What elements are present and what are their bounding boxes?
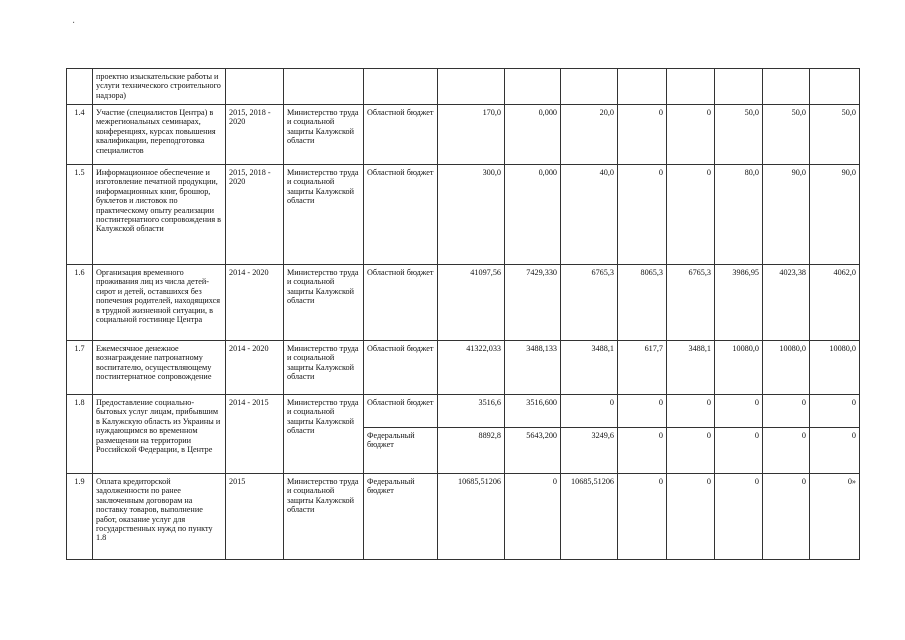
row-name: Участие (специалистов Центра) в межрегиональных семинарах, конференциях, курсах повышения квалификации, переподготовка специалистов bbox=[93, 105, 226, 165]
value-2015: 6765,3 bbox=[561, 265, 618, 341]
value-2015: 40,0 bbox=[561, 165, 618, 265]
value-2014: 3516,600 bbox=[505, 395, 561, 428]
row-number bbox=[67, 69, 93, 105]
row-source: Областной бюджет bbox=[364, 165, 438, 265]
value-2014: 3488,133 bbox=[505, 341, 561, 395]
value-2020: 0 bbox=[810, 395, 860, 428]
value-2017: 0 bbox=[667, 105, 715, 165]
row-period: 2014 - 2020 bbox=[226, 341, 284, 395]
row-period: 2015 bbox=[226, 474, 284, 560]
table-row bbox=[67, 395, 860, 428]
row-period bbox=[226, 69, 284, 105]
row-executor bbox=[284, 69, 364, 105]
table-row bbox=[67, 105, 860, 165]
row-executor: Министерство труда и социальной защиты Калужской области bbox=[284, 105, 364, 165]
value-total: 41097,56 bbox=[438, 265, 505, 341]
value-2015: 3249,6 bbox=[561, 428, 618, 474]
row-executor: Министерство труда и социальной защиты Калужской области bbox=[284, 395, 364, 474]
row-number: 1.9 bbox=[67, 474, 93, 560]
row-number: 1.7 bbox=[67, 341, 93, 395]
value-2017: 0 bbox=[667, 165, 715, 265]
value-2018: 80,0 bbox=[715, 165, 763, 265]
row-name: Предоставление социально-бытовых услуг лицам, прибывшим в Калужскую область из Украины и нуждающимся во временном размещении на территории Российской Федерации, в Центре bbox=[93, 395, 226, 474]
value-2016 bbox=[618, 69, 667, 105]
value-total: 300,0 bbox=[438, 165, 505, 265]
value-total: 41322,033 bbox=[438, 341, 505, 395]
value-2016: 0 bbox=[618, 474, 667, 560]
row-period: 2014 - 2020 bbox=[226, 265, 284, 341]
value-2017: 0 bbox=[667, 428, 715, 474]
value-2015: 10685,51206 bbox=[561, 474, 618, 560]
value-2018: 50,0 bbox=[715, 105, 763, 165]
row-name: Организация временного проживания лиц из числа детей-сирот и детей, оставшихся без попечения родителей, находящихся в трудной жизненной ситуации, в социальной гостинице Центра bbox=[93, 265, 226, 341]
value-2016: 8065,3 bbox=[618, 265, 667, 341]
value-2014: 0,000 bbox=[505, 165, 561, 265]
value-total: 10685,51206 bbox=[438, 474, 505, 560]
row-source: Областной бюджет bbox=[364, 265, 438, 341]
row-name: Ежемесячное денежное вознаграждение патронатному воспитателю, осуществляющему постинтернатное сопровождение bbox=[93, 341, 226, 395]
value-2014: 0,000 bbox=[505, 105, 561, 165]
row-period: 2015, 2018 - 2020 bbox=[226, 165, 284, 265]
table-body bbox=[67, 69, 860, 560]
row-source: Федеральный бюджет bbox=[364, 428, 438, 474]
value-2020 bbox=[810, 69, 860, 105]
row-executor: Министерство труда и социальной защиты Калужской области bbox=[284, 474, 364, 560]
table-row bbox=[67, 69, 860, 105]
value-2015 bbox=[561, 69, 618, 105]
row-period: 2014 - 2015 bbox=[226, 395, 284, 474]
row-number: 1.6 bbox=[67, 265, 93, 341]
value-2015: 20,0 bbox=[561, 105, 618, 165]
value-2017: 0 bbox=[667, 474, 715, 560]
value-2018: 3986,95 bbox=[715, 265, 763, 341]
table-row bbox=[67, 341, 860, 395]
value-total: 170,0 bbox=[438, 105, 505, 165]
value-2017 bbox=[667, 69, 715, 105]
row-source: Федеральный бюджет bbox=[364, 474, 438, 560]
value-2016: 0 bbox=[618, 395, 667, 428]
value-total: 3516,6 bbox=[438, 395, 505, 428]
scan-mark: · bbox=[72, 18, 76, 29]
value-2019: 10080,0 bbox=[763, 341, 810, 395]
row-executor: Министерство труда и социальной защиты Калужской области bbox=[284, 165, 364, 265]
program-table bbox=[66, 68, 860, 560]
value-2018: 0 bbox=[715, 395, 763, 428]
row-source: Областной бюджет bbox=[364, 341, 438, 395]
value-2019: 0 bbox=[763, 395, 810, 428]
value-2020: 4062,0 bbox=[810, 265, 860, 341]
value-2015: 3488,1 bbox=[561, 341, 618, 395]
value-2014: 0 bbox=[505, 474, 561, 560]
value-2016: 0 bbox=[618, 165, 667, 265]
value-2020: 0» bbox=[810, 474, 860, 560]
value-2016: 0 bbox=[618, 105, 667, 165]
row-source: Областной бюджет bbox=[364, 395, 438, 428]
value-2016: 0 bbox=[618, 428, 667, 474]
table-row bbox=[67, 265, 860, 341]
row-name: проектно изыскательские работы и услуги технического строительного надзора) bbox=[93, 69, 226, 105]
value-2017: 3488,1 bbox=[667, 341, 715, 395]
value-2016: 617,7 bbox=[618, 341, 667, 395]
row-source bbox=[364, 69, 438, 105]
value-2019: 0 bbox=[763, 428, 810, 474]
value-total bbox=[438, 69, 505, 105]
value-2020: 0 bbox=[810, 428, 860, 474]
table-row bbox=[67, 165, 860, 265]
row-period: 2015, 2018 - 2020 bbox=[226, 105, 284, 165]
value-2015: 0 bbox=[561, 395, 618, 428]
value-2014 bbox=[505, 69, 561, 105]
value-2020: 50,0 bbox=[810, 105, 860, 165]
value-2018: 0 bbox=[715, 428, 763, 474]
value-2019 bbox=[763, 69, 810, 105]
value-2020: 10080,0 bbox=[810, 341, 860, 395]
value-2019: 90,0 bbox=[763, 165, 810, 265]
row-number: 1.5 bbox=[67, 165, 93, 265]
value-2019: 4023,38 bbox=[763, 265, 810, 341]
row-name: Информационное обеспечение и изготовление печатной продукции, информационных книг, брошюр, буклетов и листовок по практическому опыту реализации постинтернатного сопровождения в Калужской области bbox=[93, 165, 226, 265]
value-2020: 90,0 bbox=[810, 165, 860, 265]
value-2014: 5643,200 bbox=[505, 428, 561, 474]
value-2018 bbox=[715, 69, 763, 105]
value-2017: 0 bbox=[667, 395, 715, 428]
value-2014: 7429,330 bbox=[505, 265, 561, 341]
value-2018: 0 bbox=[715, 474, 763, 560]
row-number: 1.8 bbox=[67, 395, 93, 474]
row-number: 1.4 bbox=[67, 105, 93, 165]
value-total: 8892,8 bbox=[438, 428, 505, 474]
value-2019: 50,0 bbox=[763, 105, 810, 165]
row-source: Областной бюджет bbox=[364, 105, 438, 165]
value-2017: 6765,3 bbox=[667, 265, 715, 341]
value-2018: 10080,0 bbox=[715, 341, 763, 395]
table-row bbox=[67, 474, 860, 560]
row-executor: Министерство труда и социальной защиты Калужской области bbox=[284, 265, 364, 341]
value-2019: 0 bbox=[763, 474, 810, 560]
row-name: Оплата кредиторской задолженности по ранее заключенным договорам на поставку товаров, выполнение работ, оказание услуг для государственных нужд по пункту 1.8 bbox=[93, 474, 226, 560]
row-executor: Министерство труда и социальной защиты Калужской области bbox=[284, 341, 364, 395]
